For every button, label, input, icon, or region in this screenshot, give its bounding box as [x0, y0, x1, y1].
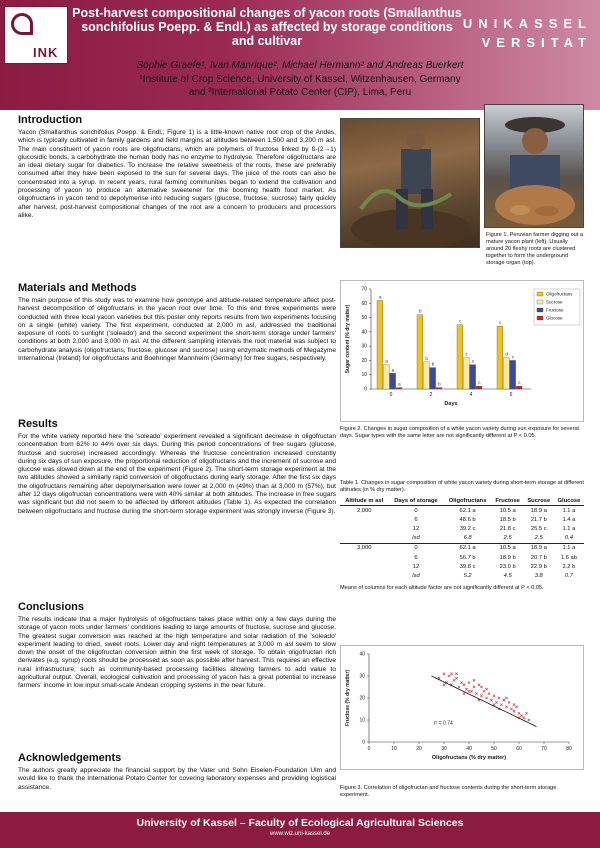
bar-letter-label: c — [459, 318, 462, 324]
table-cell: lsd — [412, 572, 420, 579]
table-cell: 62.1 a — [459, 507, 476, 514]
table-cell: 18.9 b — [499, 554, 516, 561]
table-header-cell: Oligofructans — [444, 497, 492, 506]
table-header-cell: Sucrose — [524, 497, 554, 506]
legend-swatch — [537, 308, 543, 312]
scatter-point — [468, 690, 470, 692]
bar-sucrose — [383, 365, 389, 389]
table-header-cell: Glucose — [554, 497, 584, 506]
x-tick-label: 0 — [389, 392, 393, 398]
legend-entry: Sucrose — [546, 299, 563, 305]
legend-entry: Fructose — [546, 307, 564, 313]
bar-chart-svg — [341, 281, 585, 423]
affiliation-2: and ²International Potato Center (CIP), Lima, Peru — [188, 87, 412, 98]
scatter-point — [510, 708, 512, 710]
scatter-point — [518, 712, 520, 714]
scatter-point — [463, 684, 465, 686]
scatter-point — [468, 681, 470, 683]
table-cell: 6 — [414, 554, 418, 561]
y-tick-label: 10 — [361, 372, 367, 379]
table1-title: Table 1. Changes in sugar composition of white yacon variety during short-term storage at different altitudes (in % dry matter). — [340, 480, 584, 493]
y-tick-label: 10 — [359, 717, 365, 724]
poster-footer — [0, 812, 600, 848]
bar-letter-label: c — [478, 380, 481, 386]
scatter-point — [443, 673, 445, 675]
scatter-point — [515, 706, 517, 708]
text-acknowledgements: The authors greatly appreciate the financial support by the Vater und Sohn Eiselen-Foundation Ulm and would like to thank the International Potato Center for covering laboratory expenses and providing logistical assistance. — [18, 767, 336, 791]
table-cell: 39.8 c — [459, 563, 476, 570]
x-tick-label: 30 — [441, 746, 447, 752]
bar-letter-label: c — [511, 354, 515, 360]
scatter-point — [505, 697, 507, 699]
scatter-point — [493, 695, 495, 697]
photo-farmer-digging — [340, 118, 480, 248]
legend-entry: Oligofructans — [546, 291, 573, 297]
scatter-point — [490, 699, 492, 701]
logo-mark-icon — [11, 13, 33, 35]
table-header-cell: Fructose — [492, 497, 524, 506]
y-tick-label: 50 — [361, 315, 367, 322]
heading-results: Results — [18, 418, 58, 430]
photo-farmer-roots — [484, 104, 584, 228]
table-cell: 0 — [414, 507, 418, 514]
table1-grid — [340, 497, 584, 581]
scatter-point — [525, 712, 527, 714]
table-cell: 23.0 b — [499, 563, 516, 570]
table-row — [340, 562, 584, 571]
bar-letter-label: a — [385, 358, 388, 364]
table-cell: 22.9 b — [530, 563, 547, 570]
x-tick-label: 6 — [509, 392, 513, 398]
scatter-point — [473, 679, 475, 681]
scatter-point — [503, 699, 505, 701]
bar-oligofructans — [377, 300, 383, 389]
text-methods: The main purpose of this study was to examine how genotype and altitude-related temperature affect post-harvest decomposition of oligofructans in the yacon root over time. To this end three experiments were conducted with three local yacon varieties but this poster only reports results from two experiments focusing on a single (white) variety. The first experiment, conducted at 2,000 m asl, addressed the traditional exposure of roots to sunlight ('soleado') and the second experiment the short-term storage under farmers' conditions at both 2,000 and 3,000 m asl. At the different sampling intervals the root material was subject to carbohydrate analysis (oligofructans, fructose, glucose and sucrose) using enzymatic methods of Megazyme International (Ireland) for oligofructans and Boehringer Mannheim (Germany) for free sugars, respectively. — [18, 297, 336, 363]
scatter-point — [485, 697, 487, 699]
scatter-point — [463, 692, 465, 694]
bar-letter-label: c — [518, 380, 521, 386]
x-tick-label: 70 — [541, 746, 547, 752]
table-cell: 12 — [412, 525, 420, 532]
scatter-point — [483, 690, 485, 692]
trend-line — [432, 676, 537, 727]
scatter-point — [478, 684, 480, 686]
table-cell: 4.5 — [503, 572, 512, 579]
bar-letter-label: a — [378, 294, 382, 300]
y-tick-label: 40 — [359, 651, 365, 658]
x-axis-label: Oligofructans (% dry matter) — [431, 755, 507, 761]
table-row — [340, 543, 584, 553]
table-cell: 2.5 — [503, 535, 512, 542]
y-tick-label: 0 — [362, 739, 365, 746]
scatter-point — [495, 701, 497, 703]
table-cell: 1.1 a — [562, 507, 576, 514]
table-row — [340, 524, 584, 533]
university-logo-line2: VERSITAT — [481, 35, 592, 50]
bar-letter-label: b — [418, 308, 422, 314]
figure3-chart — [340, 645, 584, 770]
table-cell: lsd — [412, 535, 420, 542]
scatter-point — [455, 677, 457, 679]
scatter-point — [460, 681, 462, 683]
scatter-point — [488, 692, 490, 694]
scatter-chart-svg — [341, 646, 585, 771]
table1 — [340, 480, 584, 592]
bar-fructose — [470, 365, 476, 389]
bar-sucrose — [423, 362, 429, 389]
table-cell: 62.1 a — [444, 543, 492, 553]
y-tick-label: 0 — [364, 386, 367, 393]
table-cell: 6 — [414, 516, 418, 523]
table-row-lsd — [340, 534, 584, 544]
scatter-point — [508, 701, 510, 703]
scatter-point — [458, 686, 460, 688]
affiliations — [100, 73, 500, 99]
bar-letter-label: c — [499, 320, 502, 326]
bar-letter-label: d — [505, 351, 508, 357]
y-tick-label: 60 — [361, 300, 367, 307]
footer-faculty: University of Kassel – Faculty of Ecological Agricultural Sciences — [136, 817, 464, 829]
scatter-point — [505, 706, 507, 708]
bar-letter-label: b — [438, 381, 441, 387]
x-tick-label: 10 — [391, 746, 397, 752]
scatter-point — [513, 703, 515, 705]
heading-introduction: Introduction — [18, 114, 83, 126]
y-tick-label: 20 — [359, 695, 365, 702]
x-tick-label: 40 — [466, 746, 472, 752]
y-tick-label: 20 — [361, 357, 367, 364]
table-header-row — [340, 497, 584, 506]
table-cell: 0.4 — [564, 535, 573, 542]
legend-swatch — [537, 300, 543, 304]
bar-glucose — [516, 386, 522, 389]
table-cell: 39.2 c — [459, 525, 476, 532]
scatter-point — [498, 697, 500, 699]
bar-letter-label: b — [431, 361, 435, 367]
x-tick-label: 20 — [416, 746, 422, 752]
table-cell-altitude: 2,000 — [356, 507, 372, 514]
scatter-point — [473, 686, 475, 688]
legend-swatch — [537, 292, 543, 296]
bar-letter-label: b — [425, 355, 428, 361]
x-tick-label: 60 — [516, 746, 522, 752]
table-cell: 2.2 b — [562, 563, 576, 570]
table-cell: 48.6 b — [459, 516, 476, 523]
bar-fructose — [510, 360, 516, 389]
y-tick-label: 70 — [361, 286, 367, 293]
bar-glucose — [396, 388, 402, 389]
scatter-point — [528, 719, 530, 721]
x-tick-label: 50 — [491, 746, 497, 752]
table-cell: 18.9 a — [530, 507, 547, 514]
figure3-caption: Figure 3. Correlation of oligofructan and fructose contents during the short-term storage experiment. — [340, 785, 557, 798]
x-tick-label: 0 — [367, 746, 371, 752]
x-axis-label: Days — [444, 401, 458, 407]
bar-sucrose — [503, 358, 509, 389]
heading-methods: Materials and Methods — [18, 282, 137, 294]
scatter-point — [443, 684, 445, 686]
scatter-point — [500, 703, 502, 705]
scatter-point — [513, 710, 515, 712]
table-cell: 10.5 a — [492, 543, 524, 553]
table-cell: 21.7 b — [530, 516, 547, 523]
bar-glucose — [476, 386, 482, 389]
scatter-point — [480, 695, 482, 697]
scatter-point — [465, 688, 467, 690]
table-cell: 3.8 — [534, 572, 543, 579]
bar-oligofructans — [457, 325, 463, 389]
photo-farmer-digging-drawing — [341, 119, 480, 248]
table-cell: 25.5 c — [530, 525, 547, 532]
r-squared-annotation: r² = 0.74 — [434, 720, 453, 727]
photo-farmer-roots-drawing — [485, 105, 584, 228]
bar-letter-label: a — [398, 381, 401, 387]
heading-acknowledgements: Acknowledgements — [18, 752, 122, 764]
table-cell: 1.4 a — [562, 516, 576, 523]
x-tick-label: 80 — [566, 746, 572, 752]
university-logo-line1: UNIKASSEL — [462, 16, 592, 31]
bar-letter-label: c — [471, 358, 475, 364]
table-cell: 18.9 a — [524, 543, 554, 553]
scatter-point — [448, 675, 450, 677]
bar-oligofructans — [417, 315, 423, 389]
y-tick-label: 30 — [361, 343, 367, 350]
bar-sucrose — [463, 358, 469, 389]
table-header-cell: Days of storage — [388, 497, 443, 506]
table-cell: 18.5 b — [499, 516, 516, 523]
figure2-caption: Figure 2. Changes in sugar composition of a white yacon variety during sun exposure for several days. Sugar types with the same letter are not significantly different at P < 0.05. — [340, 426, 579, 439]
y-tick-label: 30 — [359, 673, 365, 680]
bar-letter-label: a — [391, 367, 395, 373]
text-results: For the white variety reported here the 'soleado' experiment revealed a significant decrease in oligofructan concentration from 62% to 44% over six days. During this period concentrations of free sugars (glucose, fructose and sucrose) increased accordingly. Whereas the fructose concentration increased constantly during six days of sun exposure, the proportional reduction of oligofructans and the increment of sucrose and glucose was slowed down at the end of the experiment (Figure 2). The short-term storage experiment at the two altitudes showed a similarly rapid conversion of oligofructans during early storage. After the first six days the oligofructans remaining after depolymerisation were lower at 2,000 m (49%) than at 3,000 m (57%), but after 12 days oligofructan concentrations were with 40% similar at both altitudes. The increase in free sugars was significant but did not seem to be affected by different altitudes (Table 1). As expected the correlation between oligofructans and fructose during the short-term storage experiment was strongly inverse (Figure 3). — [18, 433, 336, 515]
affiliation-1: ¹Institute of Crop Science, University of Kassel, Witzenhausen, Germany — [139, 74, 461, 85]
figure2-chart — [340, 280, 584, 422]
heading-conclusions: Conclusions — [18, 601, 85, 613]
table-cell: 0 — [388, 543, 443, 553]
table-cell: 1.6 ab — [560, 554, 577, 561]
scatter-point — [480, 686, 482, 688]
scatter-point — [520, 714, 522, 716]
x-tick-label: 4 — [469, 392, 473, 398]
table-row — [340, 553, 584, 562]
footer-url[interactable]: www.wiz.uni-kassel.de — [269, 831, 331, 837]
table-cell: 1.1 a — [554, 543, 584, 553]
y-axis-label: Sugar content (% dry matter) — [345, 304, 351, 374]
table-row-lsd — [340, 571, 584, 580]
y-tick-label: 40 — [361, 329, 367, 336]
scatter-point — [450, 673, 452, 675]
university-logo — [452, 14, 592, 52]
legend-entry: Glucose — [546, 315, 563, 321]
text-conclusions: The results indicate that a major hydrolysis of oligofructans takes place within only a few days during the storage of yacon roots under farmers' conditions leading to large amounts of fructose, sucrose and glucose. The greatest sugar conversion was reached at the high temperature and solar radiation of the 'soleado' experiment leading to dried, sweet roots. Lower day and night temperatures at 3,000 m asl seem to slow down the onset of the oligofructan conversion within the first week of storage. To obtain oligofructan rich derivates (e.g. syrup) roots should be processed as soon as possible after harvest. This requires an effective rural infrastructure, such as community-based processing facilities allowing farmers to add value to agricultural output. Overall, ecological cultivation and processing of yacon has a great potential to increase farmers' income in low input small-scale Andean cropping systems in the near future. — [18, 616, 336, 690]
institute-logo — [4, 6, 68, 64]
y-axis-label: Fructose (% dry matter) — [345, 669, 351, 727]
table-cell: 21.8 c — [499, 525, 516, 532]
author-list: Sophie Graefe¹, Ivan Manrique², Michael Hermann² and Andreas Buerkert — [136, 60, 464, 71]
table-cell: 0.7 — [564, 572, 573, 579]
table-cell: 2.5 — [534, 535, 543, 542]
bar-fructose — [430, 368, 436, 389]
table-row — [340, 515, 584, 524]
scatter-point — [470, 690, 472, 692]
table-cell: 5.2 — [463, 572, 472, 579]
table-row — [340, 506, 584, 516]
table-cell-altitude: 3,000 — [340, 543, 388, 553]
table1-footnote: Means of columns for each altitude factor are not significantly different at P < 0.05. — [340, 584, 544, 591]
bar-letter-label: c — [465, 351, 468, 357]
table-cell: 10.5 a — [499, 507, 516, 514]
scatter-point — [453, 679, 455, 681]
table-cell: 56.7 b — [459, 554, 476, 561]
table-cell: 20.7 b — [530, 554, 547, 561]
bar-glucose — [436, 388, 442, 389]
legend-swatch — [537, 316, 543, 320]
table-header-cell: Altitude m asl — [340, 497, 388, 506]
text-introduction: Yacon (Smallanthus sonchifolius Poepp. & Endl.; Figure 1) is a little-known native root crop of the Andes, which is typically cultivated in family gardens and field margins at altitudes between 1,500 and 3,200 m asl. The main constituent of yacon roots are oligofructans, which are polymers of fructose linked by ß-(2→1) glucosidic bonds, a carbohydrate the human body has no enzyme to hydrolyse. Therefore oligofructans are an ideal dietary sugar for diabetics. To increase the relative sweetness of the roots, these are preferably consumed after they have been exposed to the sun for several days. The juice of the roots can also be concentrated into a syrup. In recent years, rural farming communities began to extend the cultivation and processing of yacon to produce an alternative sweetener for the booming health food market. As oligofructans in yacon tend to depolymerise into reducing sugars (glucose, fructose, sucrose) fairly quickly after harvest, post-harvest compositional changes of the root are a concern to producers and processors alike. — [18, 129, 336, 219]
scatter-point — [485, 688, 487, 690]
table-cell: 12 — [412, 563, 420, 570]
table-cell: 1.1 a — [562, 525, 576, 532]
bar-fructose — [390, 373, 396, 389]
scatter-point — [475, 692, 477, 694]
x-tick-label: 2 — [429, 392, 433, 398]
poster-title: Post-harvest compositional changes of yacon roots (Smallanthus sonchifolius Poepp. & Endl.) as affected by storage conditions and cultivar — [72, 6, 462, 48]
bar-oligofructans — [497, 326, 503, 389]
table-cell: 6.8 — [463, 535, 472, 542]
scatter-point — [523, 717, 525, 719]
figure1-caption: Figure 1. Peruvian farmer digging out a mature yacon plant (left). Usually around 20 fleshy roots are clustered together to form the underground storage organ (top). — [486, 232, 584, 266]
logo-text: INK — [33, 45, 59, 60]
scatter-point — [455, 673, 457, 675]
